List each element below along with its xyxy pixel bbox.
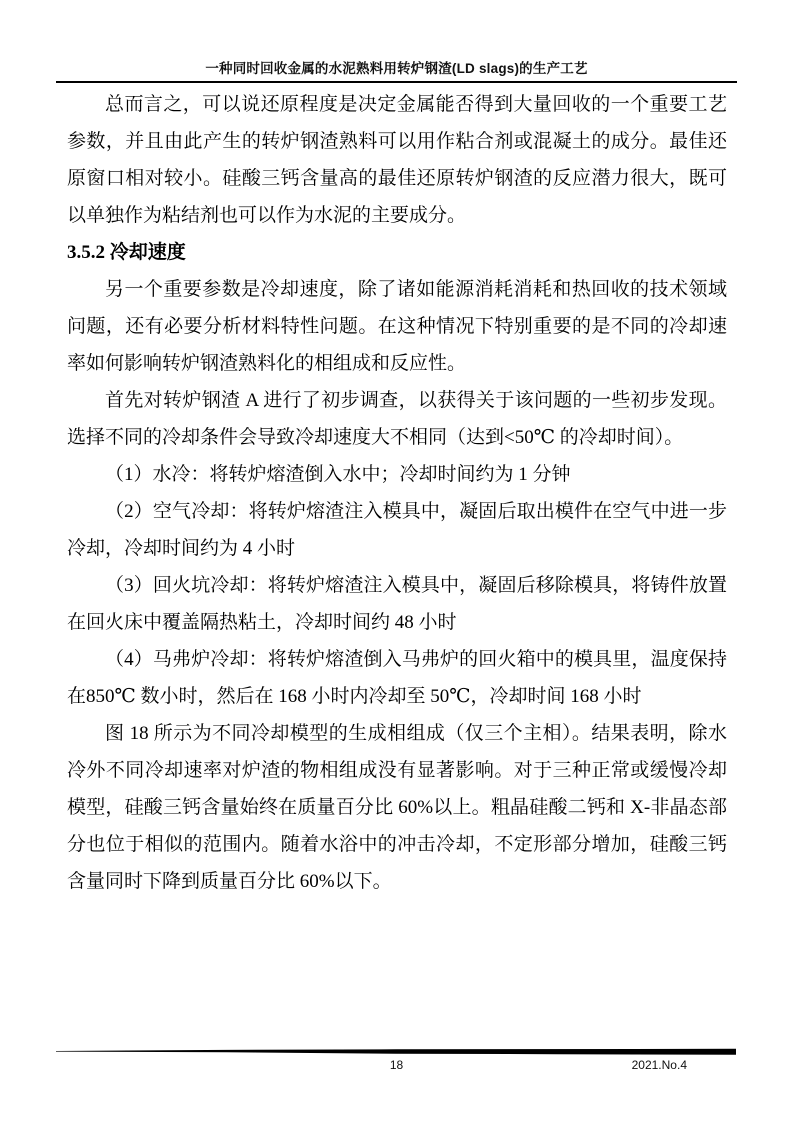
page-number: 18 bbox=[389, 1058, 404, 1072]
issue-number: 2021.No.4 bbox=[631, 1058, 687, 1072]
list-item-water-cooling: （1）水冷：将转炉熔渣倒入水中；冷却时间约为 1 分钟 bbox=[105, 464, 571, 485]
list-item-tempering-pit-cooling: （3）回火坑冷却：将转炉熔渣注入模具中，凝固后移除模具，将铸件放置在回火床中覆盖隔热粘土，冷却时间约 48 小时 bbox=[67, 575, 727, 633]
paragraph-preliminary-investigation: 首先对转炉钢渣 A 进行了初步调查，以获得关于该问题的一些初步发现。选择不同的冷却条件会导致冷却速度大不相同（达到<50℃ 的冷却时间）。 bbox=[67, 390, 727, 448]
running-header-title: 一种同时回收金属的水泥熟料用转炉钢渣(LD slags)的生产工艺 bbox=[205, 61, 588, 76]
footer-rule bbox=[56, 1048, 737, 1058]
footer-text-row bbox=[0, 1058, 793, 1076]
header-rule bbox=[56, 81, 737, 83]
list-item-muffle-furnace-cooling: （4）马弗炉冷却：将转炉熔渣倒入马弗炉的回火箱中的模具里，温度保持在850℃ 数小时，然后在 168 小时内冷却至 50℃，冷却时间 168 小时 bbox=[67, 649, 727, 707]
document-body bbox=[67, 86, 727, 900]
paragraph-figure-18-results: 图 18 所示为不同冷却模型的生成相组成（仅三个主相）。结果表明，除水冷外不同冷却速率对炉渣的物相组成没有显著影响。对于三种正常或缓慢冷却模型，硅酸三钙含量始终在质量百分比 60%以上。粗晶硅酸二钙和 X-非晶态部分也位于相似的范围内。随着水浴中的冲击冷却，不定形部分增加，硅酸三钙含量同时下降到质量百分比 60%以下。 bbox=[67, 723, 727, 892]
section-heading-cooling-rate: 3.5.2 冷却速度 bbox=[67, 242, 186, 263]
list-item-air-cooling: （2）空气冷却：将转炉熔渣注入模具中，凝固后取出模件在空气中进一步冷却，冷却时间约为 4 小时 bbox=[67, 501, 727, 559]
paragraph-reduction-summary: 总而言之，可以说还原程度是决定金属能否得到大量回收的一个重要工艺参数，并且由此产生的转炉钢渣熟料可以用作粘合剂或混凝土的成分。最佳还原窗口相对较小。硅酸三钙含量高的最佳还原转炉钢渣的反应潜力很大，既可以单独作为粘结剂也可以作为水泥的主要成分。 bbox=[67, 94, 727, 226]
paragraph-cooling-parameter-intro: 另一个重要参数是冷却速度，除了诸如能源消耗消耗和热回收的技术领域问题，还有必要分析材料特性问题。在这种情况下特别重要的是不同的冷却速率如何影响转炉钢渣熟料化的相组成和反应性。 bbox=[67, 279, 727, 374]
